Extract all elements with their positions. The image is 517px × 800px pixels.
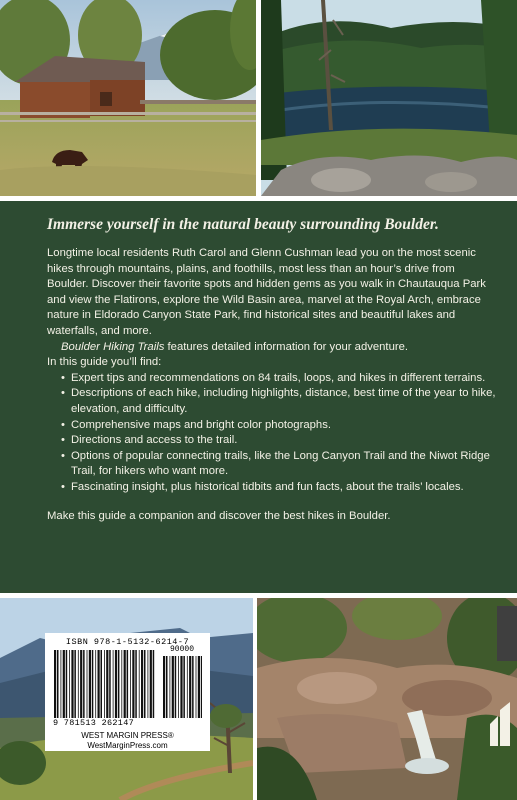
isbn-label: ISBN 978-1-5132-6214-7	[65, 637, 190, 647]
publisher-name: WEST MARGIN PRESS®	[81, 731, 174, 740]
spine-color-tab	[497, 606, 517, 661]
intro-paragraph: Longtime local residents Ruth Carol and Glenn Cushman lead you on the most scenic hikes through mountains, plains, and foothills, most less than an hour’s drive from Boulder. Discover their favorite spots and hidden gems as you walk in Chautauqua Park and view the Flatirons, explore the Wild Basin area, marvel at the Royal Arch, embrace nature in Eldorado Canyon State Park, find historical sites and beautiful lakes and waterfalls, and more.	[47, 247, 486, 337]
closing-line: Make this guide a companion and discover the best hikes in Boulder.	[47, 509, 391, 522]
book-title: Boulder Hiking Trails	[61, 340, 165, 353]
barcode-main-image	[53, 650, 157, 718]
feature-item: • Expert tips and recommendations on 84 trails, loops, and hikes in different terrains.	[61, 371, 497, 387]
barcode-bars	[53, 645, 202, 718]
feature-item: • Comprehensive maps and bright color photographs.	[61, 418, 497, 434]
feature-list	[61, 371, 497, 496]
photo-waterfall	[257, 598, 517, 800]
barcode-addon-image	[162, 656, 202, 718]
features-intro	[47, 340, 497, 356]
feature-item: • Options of popular connecting trails, like the Long Canyon Trail and the Niwot Ridge Trail, for hikers who want more.	[61, 449, 497, 480]
description-panel	[0, 201, 517, 593]
publisher-logo-icon	[486, 700, 514, 748]
tagline: Immerse yourself in the natural beauty surrounding Boulder.	[47, 216, 439, 233]
photo-barn-calf	[0, 0, 256, 196]
features-intro-text: features detailed information for your adventure.	[164, 340, 409, 353]
feature-item: • Descriptions of each hike, including highlights, distance, best time of the year to hike, elevation, and difficulty.	[61, 386, 497, 417]
photo-mountain-lake	[261, 0, 517, 196]
publisher-url: WestMarginPress.com	[87, 741, 168, 750]
isbn-barcode-block	[45, 633, 210, 751]
feature-item: • Fascinating insight, plus historical tidbits and fun facts, about the trails’ locales.	[61, 480, 497, 496]
barcode-digits: 9 781513 262147	[53, 718, 135, 728]
barcode-addon	[162, 645, 202, 718]
feature-item: • Directions and access to the trail.	[61, 433, 497, 449]
barcode-addon-number: 90000	[169, 645, 194, 654]
guide-intro: In this guide you’ll find:	[47, 356, 162, 369]
